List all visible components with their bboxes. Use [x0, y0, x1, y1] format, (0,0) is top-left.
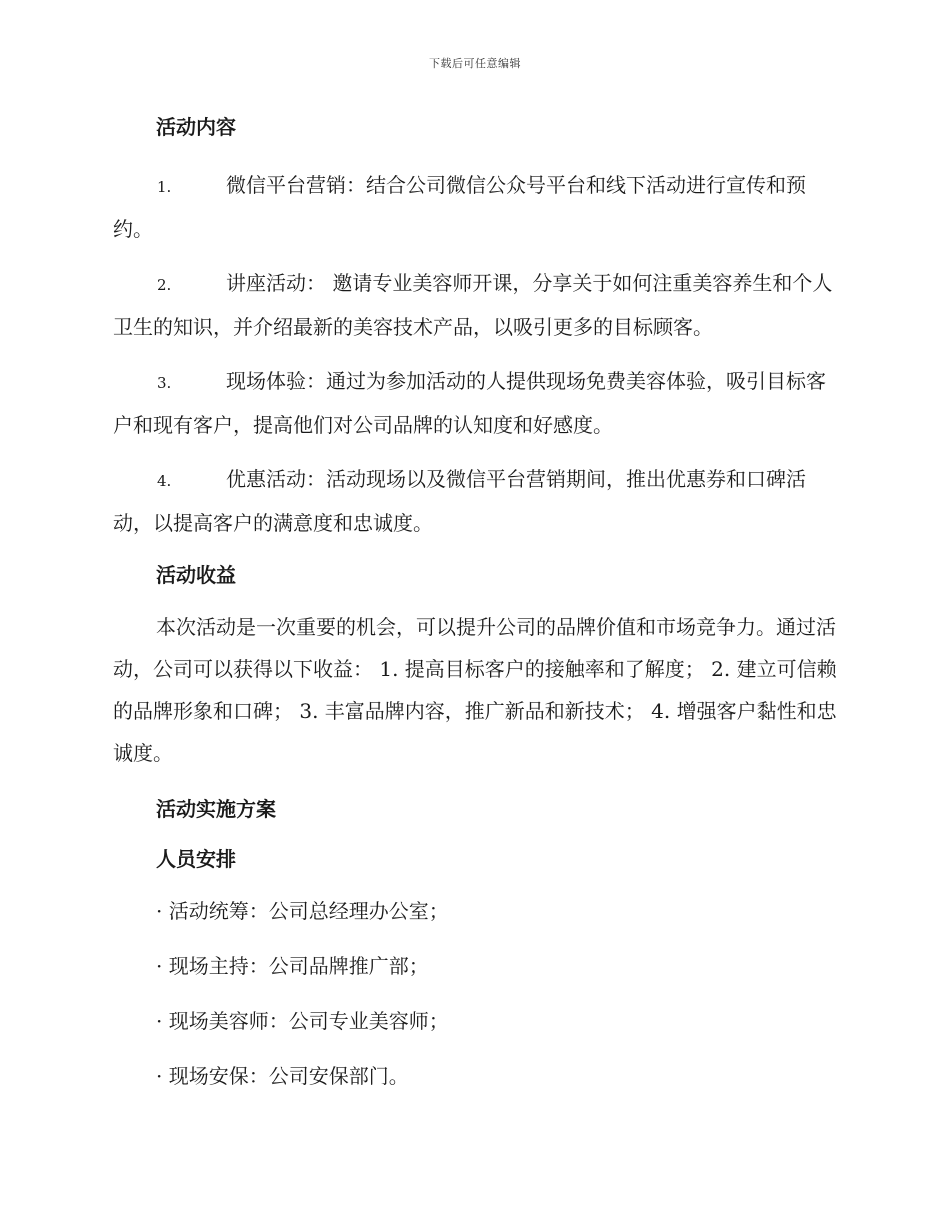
staff-bullet-item: · 现场美容师：公司专业美容师； [156, 1009, 449, 1033]
list-item [113, 262, 837, 348]
list-item [113, 360, 837, 446]
list-text: 现场体验：通过为参加活动的人提供现场免费美容体验，吸引目标客户和现有客户，提高他们对公司品牌的认知度和好感度。 [113, 369, 826, 437]
staff-bullet-item: · 活动统筹：公司总经理办公室； [156, 899, 449, 923]
list-text: 微信平台营销：结合公司微信公众号平台和线下活动进行宣传和预约。 [113, 173, 806, 241]
list-number: 4. [157, 472, 172, 490]
staff-bullet-item: · 现场安保：公司安保部门。 [156, 1064, 409, 1088]
page-header-note: 下载后可任意编辑 [429, 57, 521, 70]
list-number: 1. [157, 178, 172, 196]
section-heading-content: 活动内容 [156, 115, 236, 139]
list-text: 优惠活动：活动现场以及微信平台营销期间，推出优惠券和口碑活动，以提高客户的满意度和忠诚度。 [113, 467, 806, 535]
list-item [113, 458, 837, 544]
benefits-paragraph: 本次活动是一次重要的机会，可以提升公司的品牌价值和市场竞争力。通过活动，公司可以获得以下收益： 1. 提高目标客户的接触率和了解度； 2. 建立可信赖的品牌形象和口碑； 3. 丰富品牌内容，推广新品和新技术； 4. 增强客户黏性和忠诚度。 [113, 615, 837, 765]
staff-bullet-item: · 现场主持：公司品牌推广部； [156, 954, 429, 978]
section-heading-staff: 人员安排 [156, 847, 236, 871]
document-body [113, 108, 837, 1110]
list-item [113, 164, 837, 250]
list-number: 2. [157, 276, 172, 294]
section-heading-benefits: 活动收益 [156, 563, 236, 587]
list-text: 讲座活动： 邀请专业美容师开课，分享关于如何注重美容养生和个人卫生的知识，并介绍最新的美容技术产品，以吸引更多的目标顾客。 [113, 271, 833, 339]
section-heading-plan: 活动实施方案 [156, 797, 276, 821]
list-number: 3. [157, 374, 172, 392]
